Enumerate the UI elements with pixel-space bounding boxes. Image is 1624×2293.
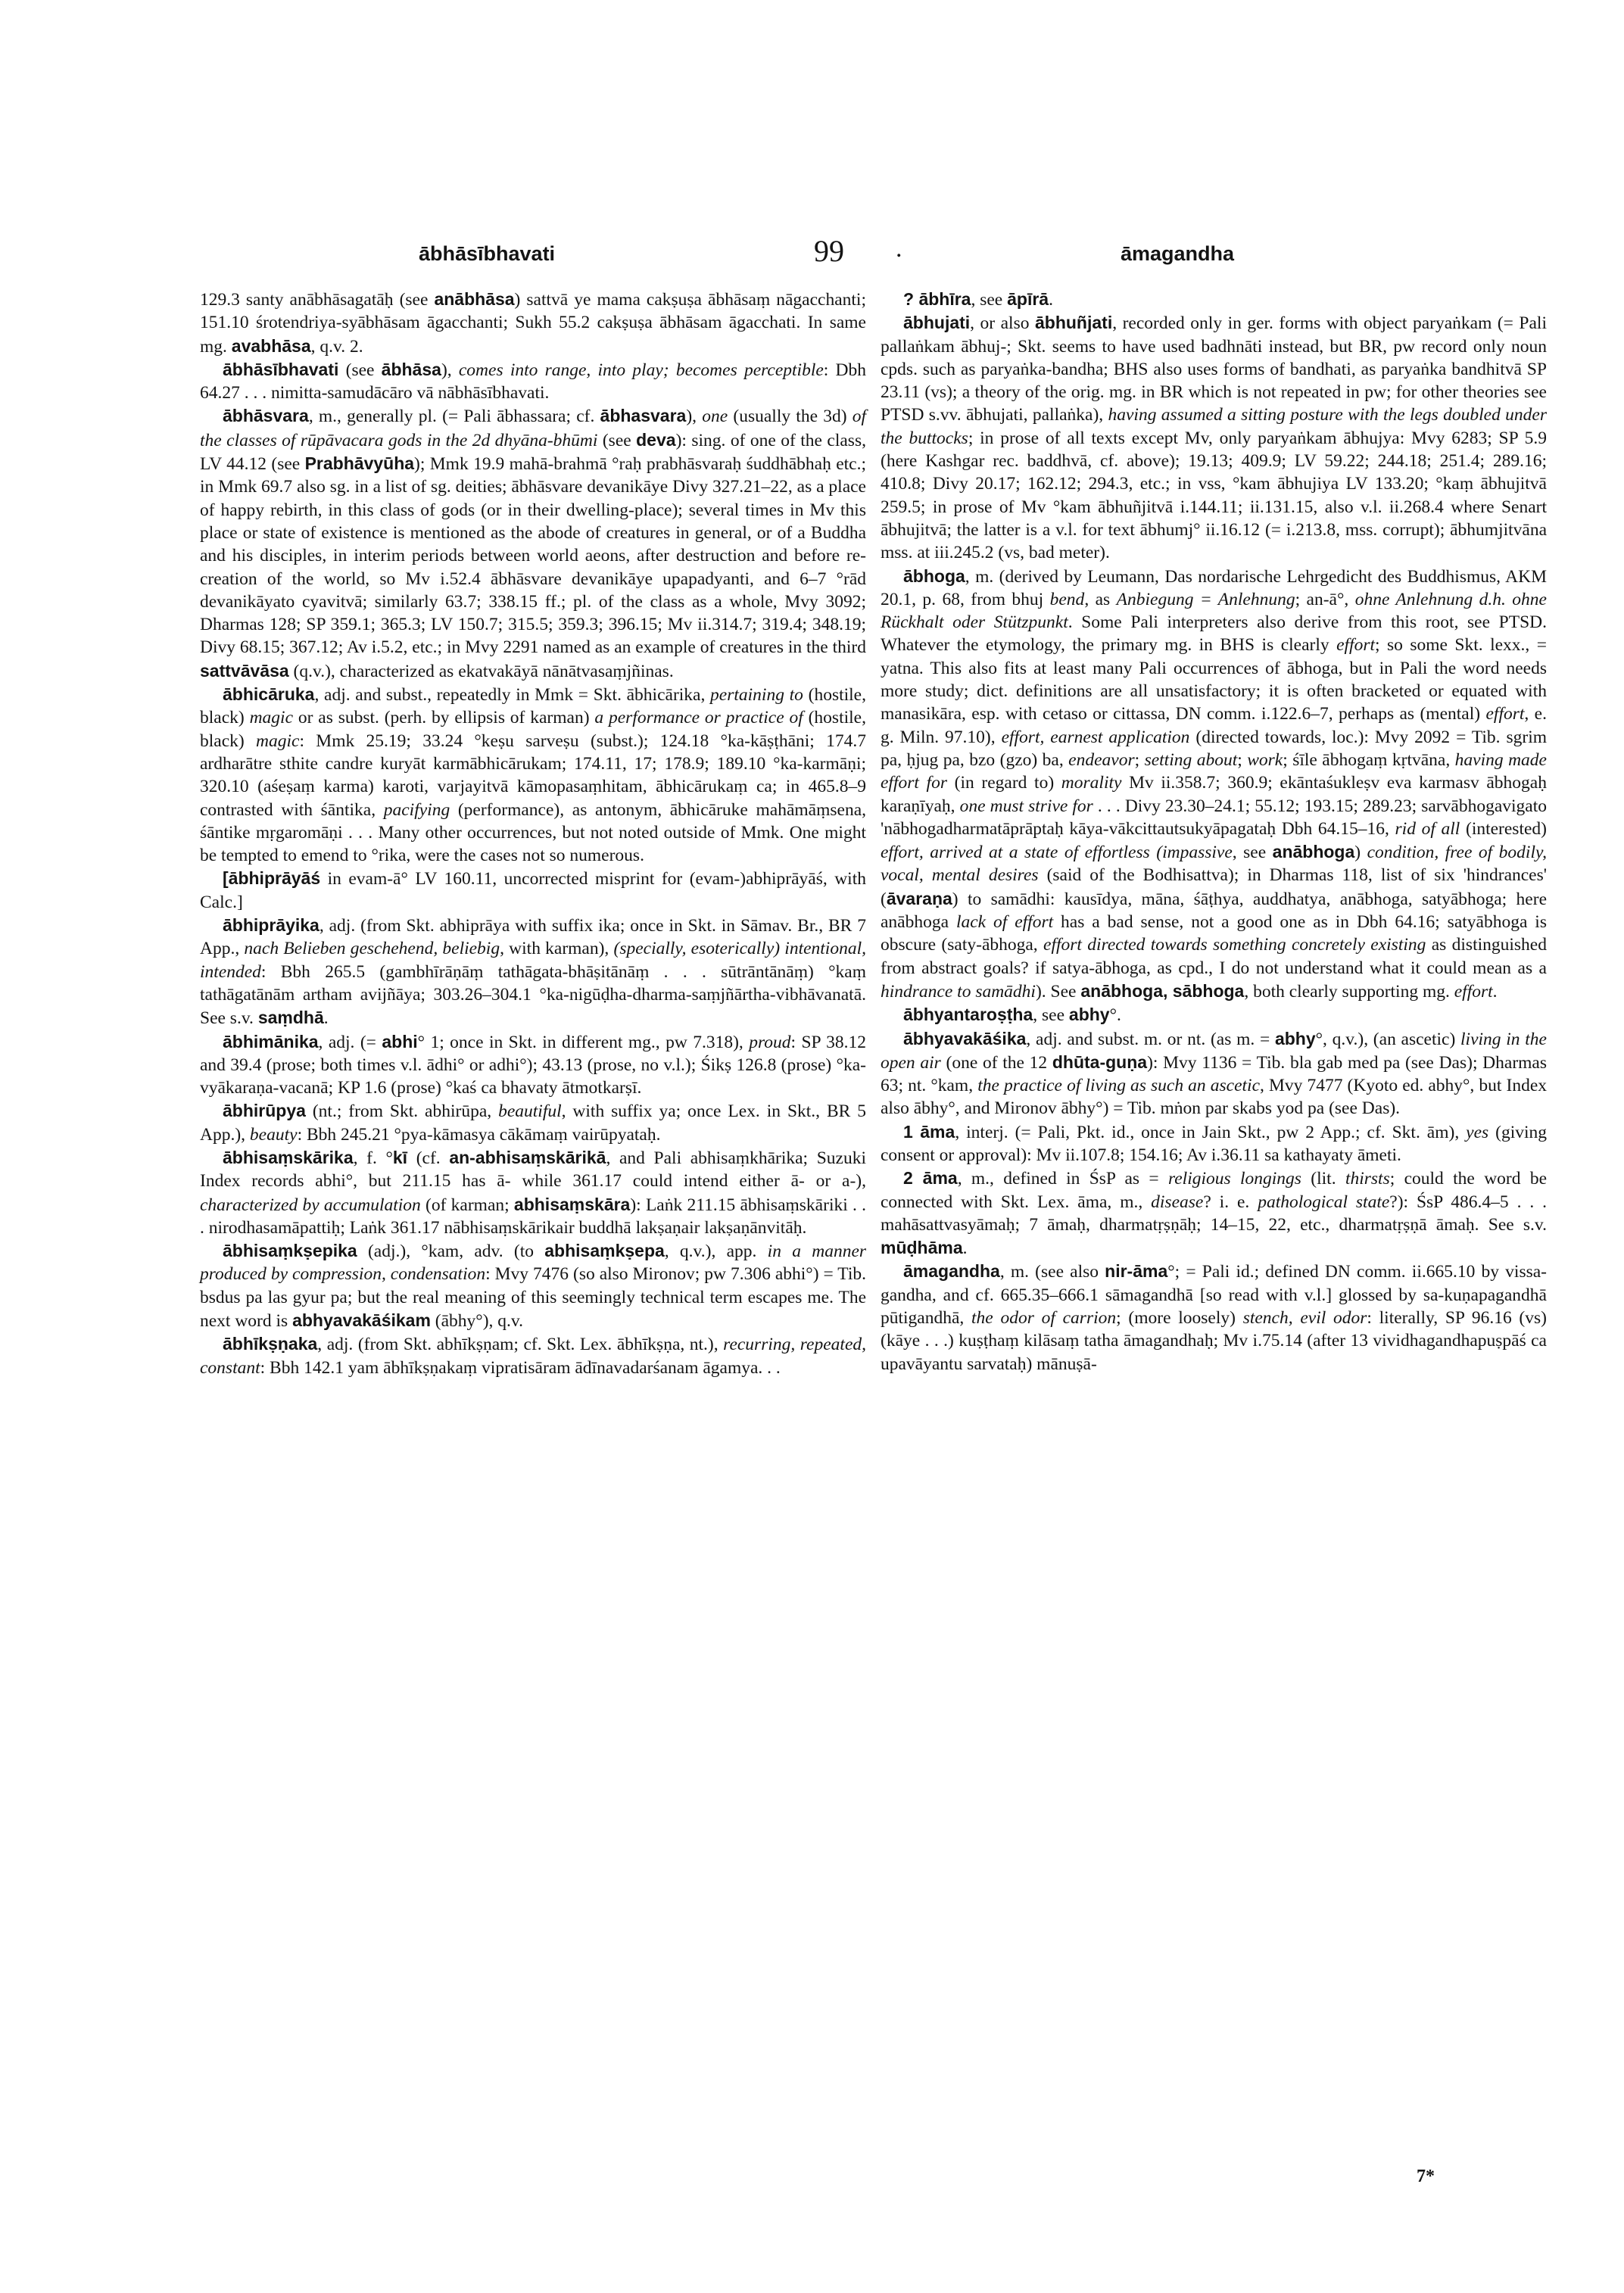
dictionary-entry	[881, 288, 1547, 311]
headword: anābhoga	[1272, 842, 1355, 862]
entry-text: , adj. (=	[318, 1032, 382, 1052]
entry-text: (said of the Bodhisattva); in Dharmas 118, list of six 'hindrances' (	[881, 865, 1547, 909]
headword: abhy	[1274, 1028, 1316, 1048]
entry-text: (q.v.), characterized as ekatvakāyā nānātvasaṃjñinas.	[288, 661, 674, 681]
headword: anābhāsa	[434, 289, 515, 309]
headword: ābhoga	[903, 565, 965, 586]
entry-text: ?): ŚsP 486.4–5 . . . mahāsattvasyāmaḥ; 7 āmaḥ, dharmatṛṣṇāḥ; 14–15, 22, etc., dharmatṛṣṇā āmaḥ. See s.v.	[881, 1192, 1547, 1235]
headword: ābhisaṃkṣepika	[223, 1241, 357, 1261]
entry-text: (lit.	[1301, 1169, 1345, 1189]
gloss-text: comes into range, into play; becomes perceptible	[458, 360, 824, 380]
dictionary-entry	[200, 1239, 866, 1332]
gloss-text: stench, evil odor	[1242, 1308, 1367, 1329]
gloss-text: effort	[1454, 981, 1493, 1002]
gloss-text: having made effort for	[881, 749, 1547, 793]
entry-text: 129.3 santy anābhāsagatāḥ (see	[200, 290, 435, 310]
gloss-text: condition, free of bodily, vocal, mental desires	[881, 843, 1547, 886]
gloss-text: one must strive for	[959, 796, 1093, 816]
entry-text: , with karman),	[500, 939, 614, 959]
headword: ābhyavakāśika	[903, 1028, 1027, 1048]
entry-text: )	[1354, 843, 1367, 863]
entry-text: , recorded only in ger. forms with object paryaṅkam (= Pali pallaṅkam ābhuj-; Skt. seems to have used badhnāti instead, but BR, pw record only noun cpds. such as paryaṅka-bandha; BHS also uses forms of bandhati, as paryaṅka bandhitvā SP 23.11 (vs); a theory of the orig. mg. in BR which is not repeated in pw; for other theories see PTSD s.vv. ābhujati, pallaṅka),	[881, 313, 1547, 425]
entry-text: (performance), as antonym, ābhicāruke mahāmāṃsena, śāntike mṛgaromāṇi . . . Many other occurrences, but not noted outside of Mmk. One might be tempted to emend to °rika, were the cases not so numerous.	[200, 799, 866, 866]
entry-text: has a bad sense, not a good one as in Dbh 64.16; satyābhoga is obscure (saty-ābhoga,	[881, 912, 1547, 955]
gloss-text: Anbiegung = Anlehnung	[1116, 589, 1295, 609]
dictionary-entry	[881, 1003, 1547, 1027]
entry-text: , interj. (= Pali, Pkt. id., once in Jain Skt., pw 2 App.; cf. Skt. ām),	[955, 1122, 1467, 1142]
gloss-text: ohne Anlehnung d.h. ohne Rückhalt oder Stützpunkt	[881, 589, 1547, 633]
headword: an-abhisaṃskārikā	[449, 1147, 606, 1167]
entry-text: ): sing. of one of the class, LV 44.12 (see	[200, 430, 866, 475]
header-right-guideword: āmagandha	[1121, 242, 1235, 265]
gloss-text: the odor of carrion	[971, 1308, 1117, 1329]
headword: ābhāsa	[381, 359, 441, 379]
entry-text: , m. (see also	[999, 1262, 1105, 1282]
headword: ābhisaṃskārika	[223, 1147, 354, 1167]
dictionary-entry	[200, 914, 866, 1030]
gloss-text: effort, earnest application	[1001, 727, 1190, 747]
entry-text: ); Mmk 19.9 mahā-brahmā °raḥ prabhāsvaraḥ śuddhābhaḥ etc.; in Mmk 69.7 also sg. in a list of sg. deities; ābhāsvare devanikāye Divy 327.21–22, as a place of happy rebirth, in this class of gods (or in their dwelling-place); several times in Mv this place or state of existence is mentioned as the abode of creatures in general, or of a Buddha and his disciples, in interim periods between world aeons, after destruction and before re-creation of the world, so Mv i.52.4 ābhāsvare devanikāye upapadyanti, and 6–7 °rād devanikāyato cyavitvā; similarly 63.7; 338.15 ff.; pl. of the class as a whole, Mvy 3092; Dharmas 128; SP 359.1; 365.3; LV 150.7; 315.5; 359.3; 396.15; Mv ii.314.7; 319.4; 348.19; Divy 68.15; 367.12; Av i.5.2, etc.; in Mvy 2291 named as an example of creatures in the third	[200, 454, 867, 658]
dictionary-entry	[881, 1167, 1547, 1260]
headword: [ābhiprāyāś	[223, 868, 321, 889]
headword: abhyavakāśikam	[292, 1310, 431, 1331]
entry-text: , q.v. 2.	[310, 336, 363, 357]
entry-text: : Mvy 7476 (so also Mironov; pw 7.306 abhi°) = Tib. bsdus pa las gyur pa; but the real meaning of this seemingly technical term escapes me. The next word is	[200, 1264, 866, 1332]
dictionary-entry	[881, 1260, 1547, 1375]
dictionary-entry	[200, 1030, 866, 1100]
entry-text: : Bbh 245.21 °pya-kāmasya cākāmaṃ vairūpyataḥ.	[297, 1124, 661, 1145]
entry-text: .	[1492, 981, 1498, 1002]
headword: ābhicāruka	[223, 684, 315, 705]
entry-text: (adj.), °kam, adv. (to	[357, 1242, 545, 1262]
headword: ābhiprāyika	[223, 915, 320, 936]
entry-text: ): Laṅk 211.15 ābhisaṃskāriki . . . nirodhasamāpattiḥ; Laṅk 361.17 nābhisaṃskārikair buddhā lakṣaṇair lakṣaṇānvitāḥ.	[200, 1195, 866, 1238]
entry-text: , m., defined in ŚsP as =	[957, 1169, 1168, 1189]
entry-text: , adj. (from Skt. abhīkṣṇam; cf. Skt. Lex. ābhīkṣṇa, nt.),	[317, 1335, 724, 1355]
gloss-text: one	[702, 407, 728, 427]
headword: āpīrā	[1007, 289, 1049, 309]
headword: ābhīkṣṇaka	[223, 1334, 318, 1354]
gloss-text: having assumed a sitting posture with the legs doubled under the buttocks	[881, 405, 1547, 448]
dictionary-entry	[200, 683, 866, 867]
headword: Prabhāvyūha	[304, 453, 415, 474]
headword: dhūta-guṇa	[1052, 1051, 1148, 1072]
gloss-text: a performance or practice of	[594, 708, 803, 728]
gloss-text: lack of effort	[955, 912, 1054, 933]
entry-text: ) sattvā ye mama cakṣuṣa ābhāsaṃ nāgacchanti; 151.10 śrotendriya-syābhāsam āgacchanti; Sukh 55.2 cakṣuṣa ābhāsam āgacchati. In same mg.	[200, 290, 866, 357]
entry-text: , adj. and subst., repeatedly in Mmk = Skt. ābhicārika,	[314, 685, 711, 706]
entry-text: in evam-ā° LV 160.11, uncorrected misprint for (evam-)abhiprāyāś, with Calc.]	[200, 869, 866, 912]
dictionary-entry	[200, 1099, 866, 1146]
entry-text: .	[323, 1008, 329, 1029]
dictionary-entry	[200, 1332, 866, 1379]
entry-text: , or also	[970, 313, 1035, 334]
entry-text: ),	[686, 407, 703, 427]
entry-text: , both clearly supporting mg.	[1244, 981, 1454, 1002]
entry-text: °.	[1109, 1005, 1121, 1026]
headword: ābhimānika	[223, 1031, 319, 1051]
gloss-text: characterized by accumulation	[200, 1195, 421, 1215]
entry-text: .	[1049, 290, 1053, 310]
entry-text: . . . Divy 23.30–24.1; 55.12; 193.15; 289.23; sarvābhogavigato 'nābhogadharmatāprāptaḥ kāya-vākcittautsukyāpagataḥ Dbh 64.15–16,	[881, 796, 1547, 839]
entry-text: , m., generally pl. (= Pali ābhassara; cf.	[308, 407, 600, 427]
page-number: 99	[814, 234, 844, 268]
gloss-text: effort	[1336, 635, 1375, 656]
entry-text: (giving consent or approval): Mv ii.107.8; 154.16; Av i.36.11 sa kathayaty āmeti.	[881, 1122, 1548, 1165]
entry-text: °, q.v.), (an ascetic)	[1315, 1029, 1461, 1049]
gloss-text: thirsts	[1345, 1169, 1390, 1189]
entry-text: (in regard to)	[946, 773, 1061, 793]
gloss-text: endeavor	[1068, 749, 1135, 770]
gloss-text: rid of all	[1395, 818, 1460, 839]
dictionary-entry	[881, 311, 1547, 564]
gloss-text: disease	[1151, 1192, 1204, 1212]
gloss-text: effort directed towards something concretely existing	[1043, 935, 1426, 955]
headword: ābhāsībhavati	[223, 359, 339, 379]
header-left-guideword: ābhāsībhavati	[419, 242, 556, 265]
gloss-text: in a manner produced by compression, condensation	[200, 1242, 867, 1285]
dictionary-entry	[200, 867, 866, 914]
entry-text: (directed towards, loc.): Mvy 2092 = Tib. sgrim pa, ḥjug pa, bzo (gzo) ba,	[881, 727, 1548, 770]
headword: ābhyantaroṣṭha	[903, 1005, 1033, 1025]
entry-text: ; an-ā°,	[1295, 589, 1355, 609]
entry-text: : Dbh 64.27 . . . nimitta-samudācāro vā nābhāsībhavati.	[200, 360, 867, 403]
entry-text: , adj. and subst. m. or nt. (as m. =	[1026, 1029, 1275, 1049]
entry-text: , with suffix ya; once Lex. in Skt., BR 5 App.),	[200, 1101, 866, 1145]
left-column	[200, 288, 866, 1379]
gloss-text: beautiful	[498, 1101, 562, 1122]
headword: 2 āma	[903, 1168, 958, 1189]
entry-text: ; in prose of all texts except Mv, only paryaṅkam ābhujya: Mvy 6283; SP 5.9 (here Kashgar rec. baddhvā, cf. above); 19.13; 409.9; LV 59.22; 244.18; 251.4; 289.16; 410.8; Divy 20.17; 162.12; 294.3, etc.; in vss, °kam ābhujiya LV 133.20; °kaṃ ābhujitvā 259.5; in prose of Mv °kam ābhuñjitvā i.144.11; ii.131.15, also v.l. ii.268.4 where Senart ābhujitvā; the latter is a v.l. for text ābhumj° ii.16.12 (= i.213.8, mss. corrupt); ābhumjitvāna mss. at iii.245.2 (vs, bad meter).	[881, 428, 1547, 563]
entry-text: (see	[338, 360, 382, 380]
entry-text: ),	[441, 360, 459, 380]
headword: avabhāsa	[231, 335, 311, 356]
gloss-text: work	[1247, 749, 1283, 770]
gloss-text: pertaining to	[710, 685, 803, 706]
gloss-text: nach Belieben geschehend, beliebig	[244, 939, 500, 959]
headword: abhy	[1068, 1005, 1110, 1025]
entry-text: ; (more loosely)	[1116, 1308, 1243, 1329]
gloss-text: effort	[1485, 704, 1525, 724]
headword: āmagandha	[903, 1261, 1000, 1282]
entry-text: ° 1; once in Skt. in different mg., pw 7.318),	[417, 1032, 750, 1052]
gloss-text: beauty	[249, 1124, 298, 1145]
right-column	[881, 288, 1547, 1375]
gloss-text: morality	[1061, 773, 1122, 793]
entry-text: ;	[1134, 749, 1145, 770]
signature-mark: 7*	[1417, 2167, 1435, 2186]
headword: abhi	[382, 1031, 418, 1051]
entry-text: , adj. (from Skt. abhiprāya with suffix ika; once in Skt. in Sāmav. Br., BR 7 App.,	[200, 916, 866, 959]
headword: ābhasvara	[600, 406, 687, 426]
entry-text: ) to samādhi: kausīdya, māna, śāṭhya, auddhatya, anābhoga, satyābhoga; here anābhoga	[881, 889, 1547, 933]
entry-text: (cf.	[407, 1148, 450, 1168]
entry-text: ; could the word be connected with Skt. Lex. āma, m.,	[881, 1169, 1548, 1212]
headword: abhisaṃkṣepa	[544, 1241, 665, 1261]
entry-text: as distinguished from abstract goals? if satya-ābhoga, as cpd., I do not understand what it could mean as a	[881, 935, 1547, 978]
headword: deva	[636, 429, 676, 450]
dictionary-entry	[200, 404, 866, 683]
gloss-text: setting about	[1144, 749, 1238, 770]
entry-text: °; = Pali id.; defined DN comm. ii.665.10 by vissa-gandha, and cf. 665.35–666.1 sāmagandhā [so read with v.l.] glossed by sa-kuṇapagandhā pūtigandhā,	[881, 1262, 1547, 1329]
gloss-text: yes	[1466, 1122, 1489, 1142]
entry-text: : literally, SP 96.16 (vs) (kāye . . .) kuṣṭhaṃ kilāsaṃ tatha āmagandhaḥ; Mv i.75.14 (after 13 vividhagandhapuṣpāś ca upavāyantu sarvataḥ) mānuṣā-	[881, 1308, 1547, 1374]
entry-text: , and Pali abhisaṃkhārika; Suzuki Index records abhi°, but 211.15 has ā- while 361.17 could intend either ā- or a-),	[200, 1148, 866, 1192]
headword: nir-āma	[1105, 1261, 1168, 1282]
gloss-text: living in the open air	[881, 1029, 1547, 1073]
dictionary-entry	[881, 565, 1547, 1004]
headword: anābhoga, sābhoga	[1080, 980, 1245, 1001]
entry-text: ;	[1237, 749, 1248, 770]
headword: ābhujati	[903, 313, 971, 333]
gloss-text: (specially, esoterically) intentional, intended	[200, 939, 866, 982]
entry-text: , as	[1084, 589, 1117, 609]
entry-text: (interested)	[1460, 818, 1547, 839]
gloss-text: pacifying	[383, 799, 450, 820]
entry-text: , e. g. Miln. 97.10),	[881, 704, 1547, 747]
entry-text: , q.v.), app.	[664, 1242, 768, 1262]
headword: sattvāvāsa	[200, 660, 289, 681]
headword: mūḍhāma	[881, 1238, 963, 1258]
entry-text: (hostile, black)	[200, 708, 866, 751]
gloss-text: magic	[249, 708, 293, 728]
gloss-text: pathological state	[1258, 1192, 1390, 1212]
running-header	[0, 234, 1624, 273]
headword: 1 āma	[903, 1121, 955, 1142]
headword: kī	[392, 1147, 408, 1167]
headword: ābhāsvara	[223, 406, 309, 426]
entry-text: , see	[1232, 843, 1273, 863]
entry-text: , m. (derived by Leumann, Das nordarische Lehrgedicht des Buddhismus, AKM 20.1, p. 68, from bhuj	[881, 566, 1547, 609]
entry-text: : Bbh 265.5 (gambhīrāṇāṃ tathāgata-bhāṣitānāṃ . . . sūtrāntānāṃ) °kaṃ tathāgatānām artham avijñāya; 303.26–304.1 °ka-nigūḍha-dharma-saṃjñārtha-vibhāvanatā. See s.v.	[200, 961, 866, 1029]
entry-text: ; śīle ābhogaṃ kṛtvāna,	[1283, 749, 1455, 770]
headword: ābhirūpya	[223, 1101, 306, 1121]
headword: saṃdhā	[257, 1008, 324, 1028]
dictionary-entry	[881, 1120, 1547, 1167]
entry-text: (hostile, black)	[200, 685, 866, 728]
dictionary-entry	[200, 288, 866, 358]
entry-text: : SP 38.12 and 39.4 (prose; both times v.l. ādhi° or adhi°); 43.13 (prose, no v.l.); Śikṣ 126.8 (prose) °ka-vyākaraṇa-vacanā; KP 1.6 (prose) °kaś ca bhavaty ātmotkarṣī.	[200, 1032, 867, 1098]
gloss-text: religious longings	[1167, 1169, 1301, 1189]
entry-text: , f. °	[353, 1148, 393, 1168]
entry-text: : Mmk 25.19; 33.24 °keṣu sarveṣu (subst.); 124.18 °ka-kāṣṭhāni; 174.7 ardharātre sthite candre kuryāt karmābhicārukam; 174.11, 17; 178.9; 189.10 °ka-karmāṇi; 320.10 (aśeṣaṃ karma) karoti, varjayitvā kāmopasaṃhitam, ābhicārukaṃ ca; in 465.8–9 contrasted with śāntika,	[200, 731, 867, 820]
gloss-text: the practice of living as such an ascetic	[977, 1076, 1261, 1096]
dictionary-entry	[200, 1146, 866, 1239]
entry-text: Mv ii.358.7; 360.9; ekāntaśukleṣv eva karmasv ābhogaḥ karaṇīyaḥ,	[881, 773, 1547, 816]
entry-text: , Mvy 7477 (Kyoto ed. abhy°, but Index also ābhy°, and Mironov ābhy°) = Tib. mṅon par skabs yod pa (see Das).	[881, 1076, 1548, 1119]
entry-text: : Bbh 142.1 yam ābhīkṣṇakaṃ vipratisāram ādīnavadarśanam āgamya. . .	[260, 1357, 781, 1378]
entry-text: (ābhy°), q.v.	[430, 1311, 524, 1332]
entry-text: . Some Pali interpreters also derive from this root, see PTSD. Whatever the etymology, the primary mg. in BHS is clearly	[881, 612, 1547, 656]
entry-text: ; so some Skt. lexx., = yatna. This also fits at least many Pali occurrences of ābhoga, but in Pali the word needs more study; dict. definitions are all unsatisfactory; it is often bracketed or equated with manasikāra, esp. with cetaso or cittassa, DN comm. i.122.6–7, perhaps as (mental)	[881, 635, 1548, 724]
entry-text: (of karman;	[420, 1195, 514, 1215]
gloss-text: bend	[1049, 589, 1085, 609]
entry-text: (usually the 3d)	[728, 407, 853, 427]
entry-text: .	[962, 1238, 968, 1259]
entry-text: , see	[971, 290, 1008, 310]
headword: ? ābhīra	[903, 289, 971, 309]
dictionary-entry	[200, 358, 866, 405]
gloss-text: effort, arrived at a state of effortless (impassive	[881, 843, 1233, 863]
headword: abhisaṃskāra	[513, 1194, 631, 1214]
entry-text: ): Mvy 1136 = Tib. bla gab med pa (see Das); Dharmas 63; nt. °kam,	[881, 1052, 1548, 1096]
gloss-text: proud	[749, 1032, 791, 1052]
entry-text: ? i. e.	[1203, 1192, 1258, 1212]
entry-text: (one of the 12	[940, 1052, 1052, 1073]
header-dot: .	[896, 235, 902, 263]
entry-text: or as subst. (perh. by ellipsis of karman)	[293, 708, 595, 728]
entry-text: (nt.; from Skt. abhirūpa,	[305, 1101, 499, 1122]
headword: āvaraṇa	[886, 888, 952, 908]
headword: ābhuñjati	[1034, 313, 1113, 333]
entry-text: , see	[1033, 1005, 1069, 1026]
gloss-text: of the classes of rūpāvacara gods in the 2d dhyāna-bhūmi	[200, 407, 867, 450]
entry-text: ). See	[1035, 981, 1081, 1002]
gloss-text: magic	[256, 731, 300, 751]
dictionary-entry	[881, 1027, 1547, 1120]
gloss-text: hindrance to samādhi	[881, 981, 1036, 1002]
gloss-text: recurring, repeated, constant	[200, 1335, 866, 1378]
entry-text: (see	[597, 430, 637, 450]
